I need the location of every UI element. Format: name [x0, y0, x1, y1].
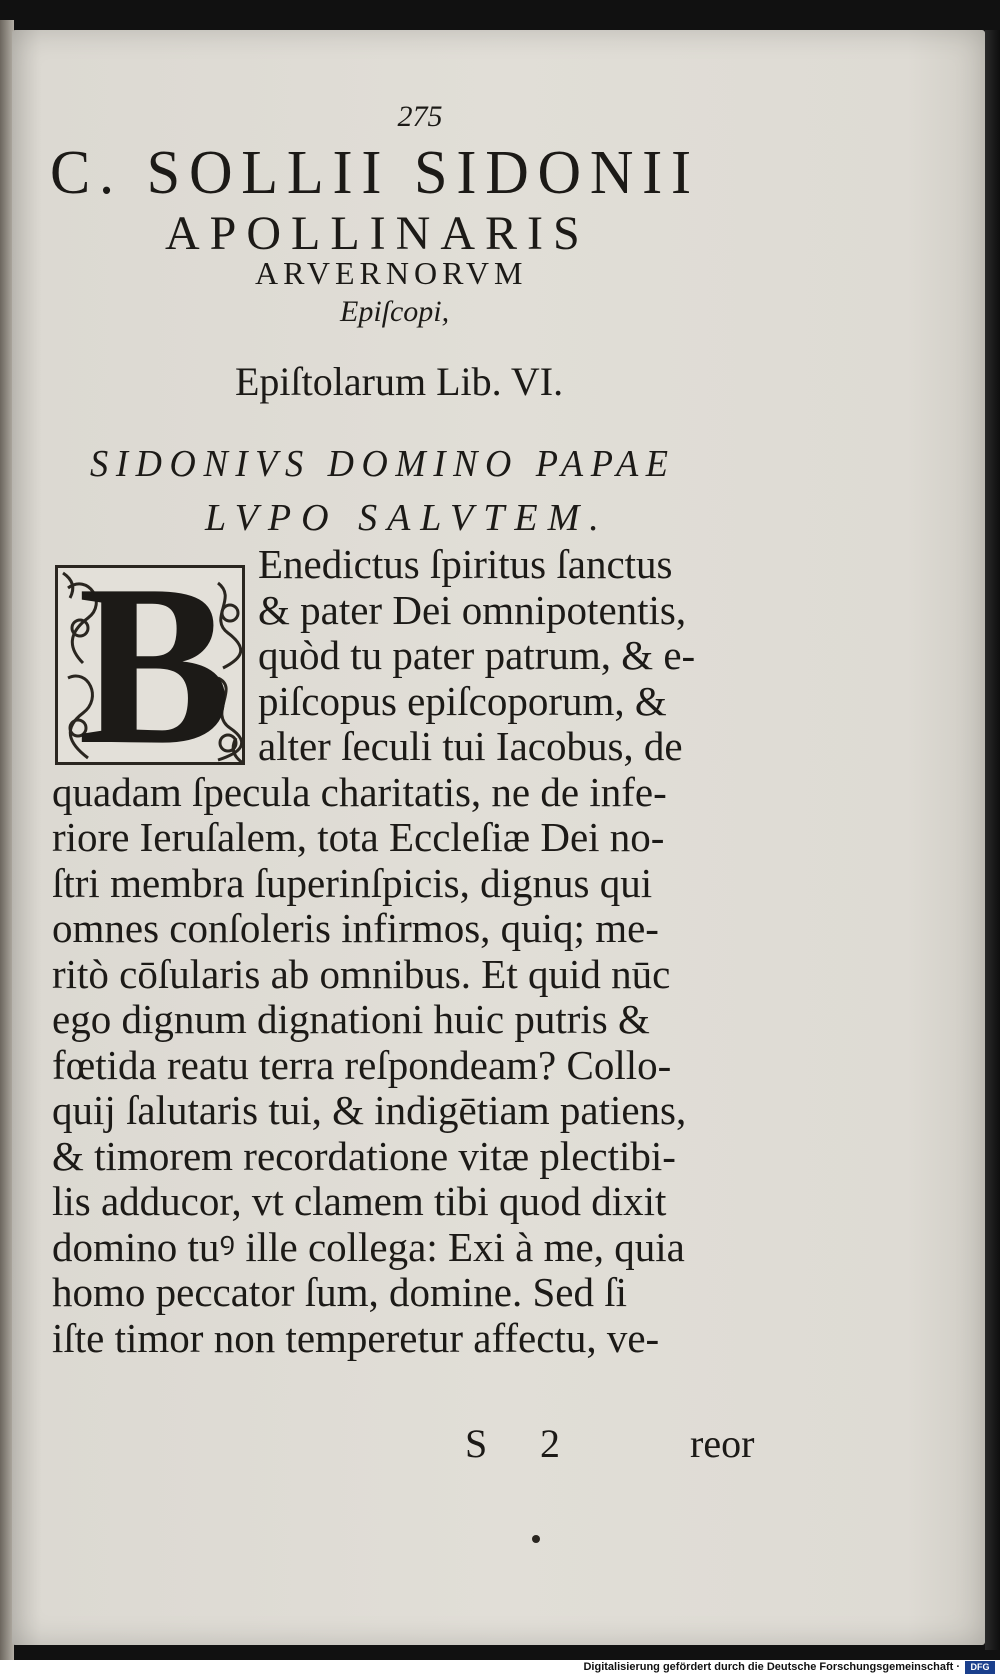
footer-credit: Digitalisierung gefördert durch die Deutsche Forschungsgemeinschaft ·	[583, 1661, 960, 1673]
title-office: Epiſcopi,	[340, 295, 450, 328]
initial-letter: B	[78, 565, 232, 765]
body-line: iſte timor non temperetur affectu, ve-	[52, 1314, 660, 1361]
title-diocese: ARVERNORVM	[255, 255, 528, 291]
title-cognomen: APOLLINARIS	[165, 207, 590, 260]
body-line: quadam ſpecula charitatis, ne de infe-	[52, 768, 667, 815]
body-line: quòd tu pater patrum, & e-	[258, 632, 696, 678]
signature-number: 2	[540, 1421, 560, 1466]
ornamental-initial-b-icon	[55, 565, 245, 765]
body-line: piſcopus epiſcoporum, &	[258, 677, 667, 724]
signature-mark: S	[465, 1421, 488, 1466]
body-line: lis adducor, vt clamem tibi quod dixit	[52, 1178, 667, 1224]
body-line: & pater Dei omnipotentis,	[258, 586, 687, 633]
body-line: alter ſeculi tui Iacobus, de	[258, 723, 683, 769]
body-line: ritò cōſularis ab omnibus. Et quid nūc	[52, 950, 671, 997]
body-line: Enedictus ſpiritus ſanctus	[258, 541, 673, 587]
body-line: domino tuꝰ ille collega: Exi à me, quia	[52, 1223, 685, 1270]
dfg-logo-icon: DFG	[965, 1661, 995, 1674]
body-line: quij ſalutaris tui, & indigētiam patiens,	[52, 1087, 687, 1133]
body-line: fœtida reatu terra reſpondeam? Collo-	[52, 1041, 672, 1088]
ink-spot-icon	[532, 1535, 540, 1543]
body-line: ſtri membra ſuperinſpicis, dignus qui	[52, 859, 653, 906]
body-line: omnes conſoleris infirmos, quiq; me-	[52, 905, 659, 951]
title-author-name: C. SOLLII SIDONII	[50, 139, 700, 207]
salutation-line-1: SIDONIVS DOMINO PAPAE	[90, 443, 676, 485]
salutation-line-2: LVPO SALVTEM.	[205, 497, 609, 539]
page-number: 275	[397, 100, 443, 133]
body-line: riore Ieruſalem, tota Eccleſiæ Dei no-	[52, 814, 665, 860]
body-line: & timorem recordatione vitæ plectibi-	[52, 1132, 676, 1179]
page-right-edge	[985, 30, 1000, 1650]
book-label: Epiſtolarum Lib. VI.	[235, 359, 564, 404]
catchword: reor	[690, 1421, 755, 1466]
body-line: homo peccator ſum, domine. Sed ſi	[52, 1269, 628, 1315]
body-line: ego dignum dignationi huic putris &	[52, 996, 650, 1042]
